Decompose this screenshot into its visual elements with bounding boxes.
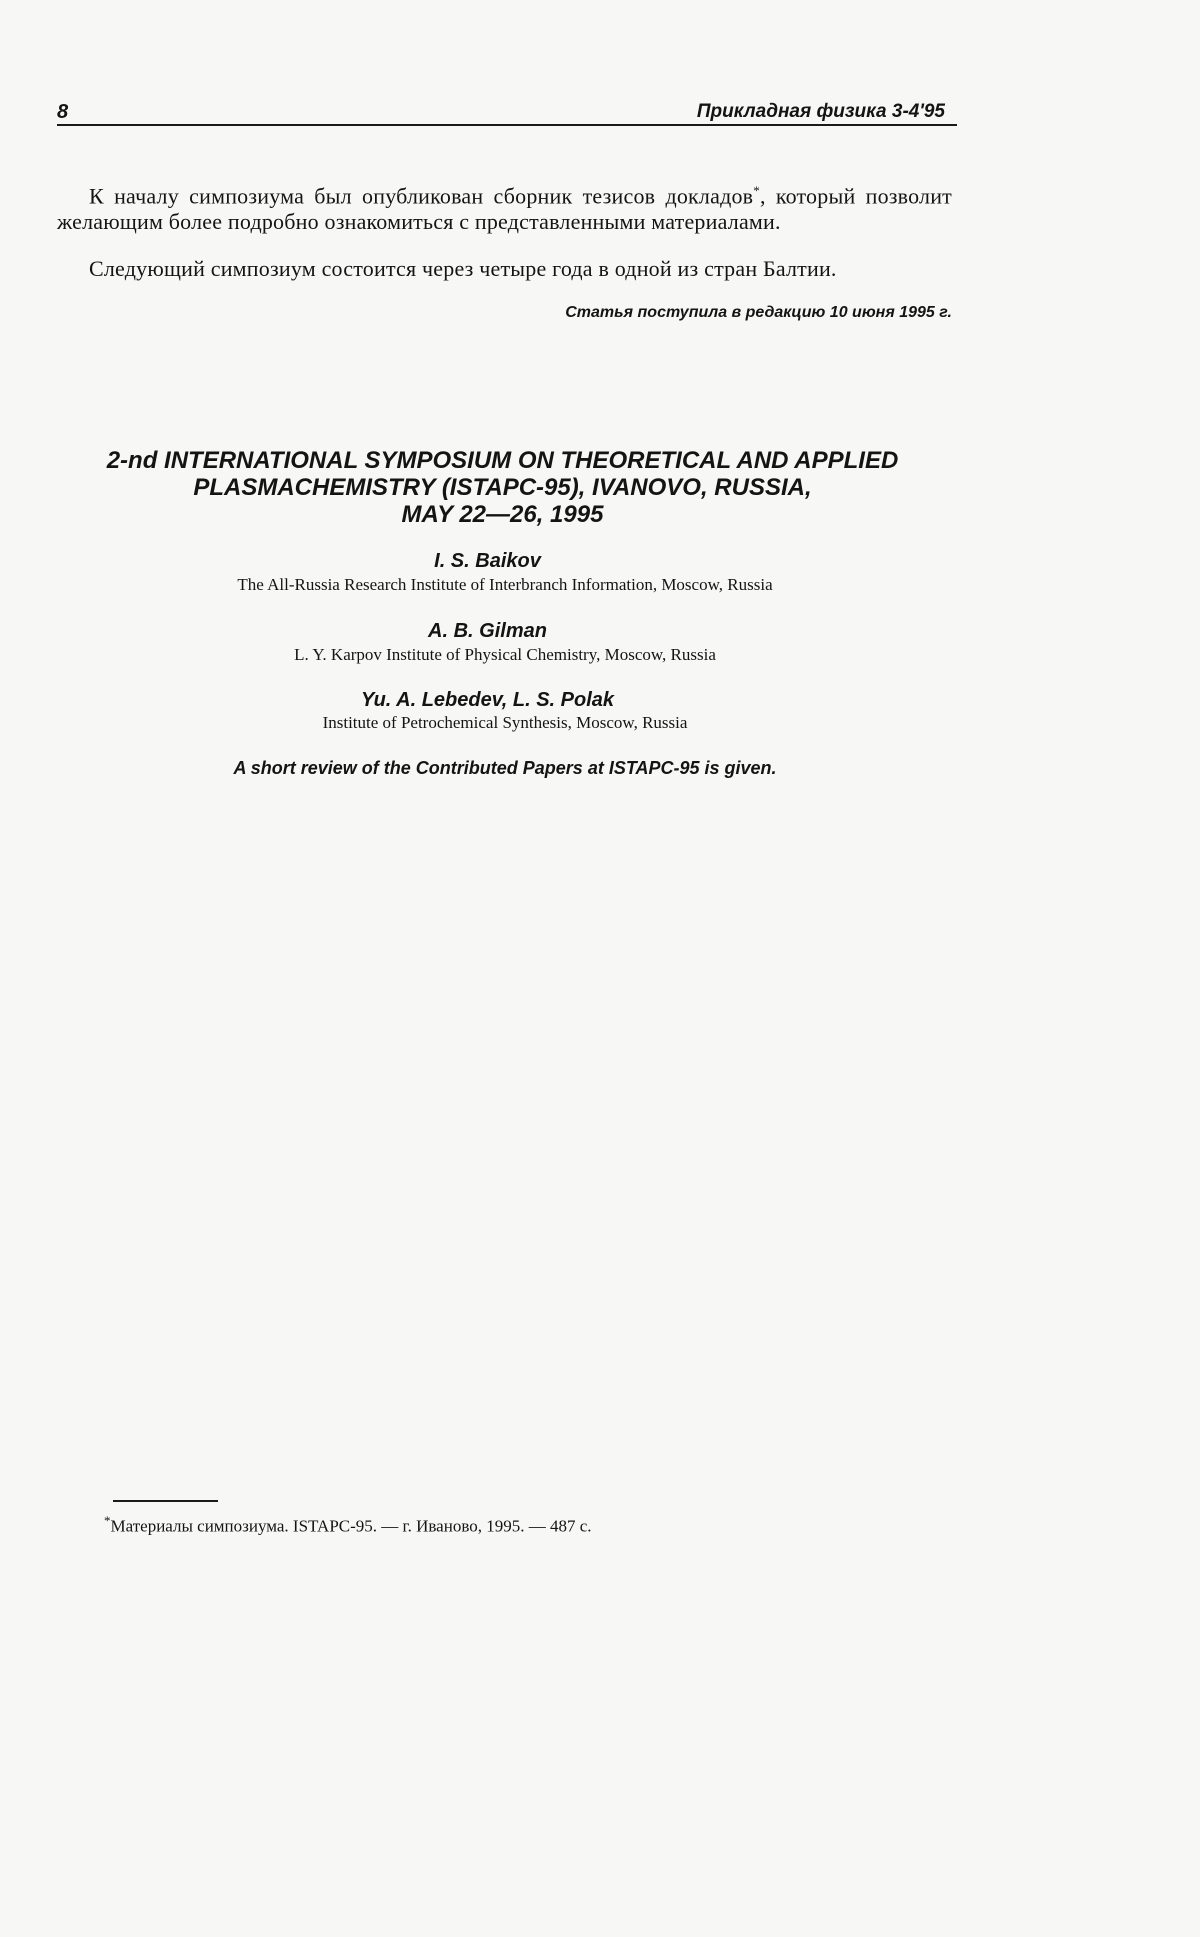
author-1-affiliation: The All-Russia Research Institute of Interbranch Information, Moscow, Russia xyxy=(237,575,773,594)
footnote-reference-marker: * xyxy=(753,183,760,198)
running-head: Прикладная физика 3-4'95 xyxy=(696,101,945,122)
paragraph-1-text-after: , который позволит желающим более подробно ознакомиться с представленными материалами. xyxy=(57,183,952,235)
article-title xyxy=(50,447,955,528)
author-2-affiliation: L. Y. Karpov Institute of Physical Chemistry, Moscow, Russia xyxy=(294,645,716,664)
footnote xyxy=(104,1513,592,1537)
received-note: Статья поступила в редакцию 10 июня 1995 г. xyxy=(565,304,952,321)
paragraph-2: Следующий симпозиум состоится через четыре года в одной из стран Балтии. xyxy=(89,256,837,281)
title-line-2: PLASMACHEMISTRY (ISTAPC-95), IVANOVO, RUSSIA, xyxy=(193,474,812,501)
page-number: 8 xyxy=(57,101,69,123)
author-3-name: Yu. A. Lebedev, L. S. Polak xyxy=(360,689,615,711)
footnote-marker: * xyxy=(104,1513,111,1528)
author-3-affiliation: Institute of Petrochemical Synthesis, Moscow, Russia xyxy=(322,713,688,732)
author-2-name: A. B. Gilman xyxy=(428,620,547,642)
title-line-1: 2-nd INTERNATIONAL SYMPOSIUM ON THEORETICAL AND APPLIED xyxy=(106,447,899,474)
author-1-name: I. S. Baikov xyxy=(434,550,541,572)
paragraph-1-text-before: К началу симпозиума был опубликован сборник тезисов докладов xyxy=(89,183,754,209)
footnote-rule xyxy=(113,1500,218,1502)
header-rule xyxy=(57,124,957,126)
title-line-3: MAY 22—26, 1995 xyxy=(401,501,604,528)
footnote-text: Материалы симпозиума. ISTAPC-95. — г. Иваново, 1995. — 487 с. xyxy=(110,1516,592,1536)
paragraph-1 xyxy=(57,178,952,235)
abstract: A short review of the Contributed Papers at ISTAPC-95 is given. xyxy=(233,758,777,778)
